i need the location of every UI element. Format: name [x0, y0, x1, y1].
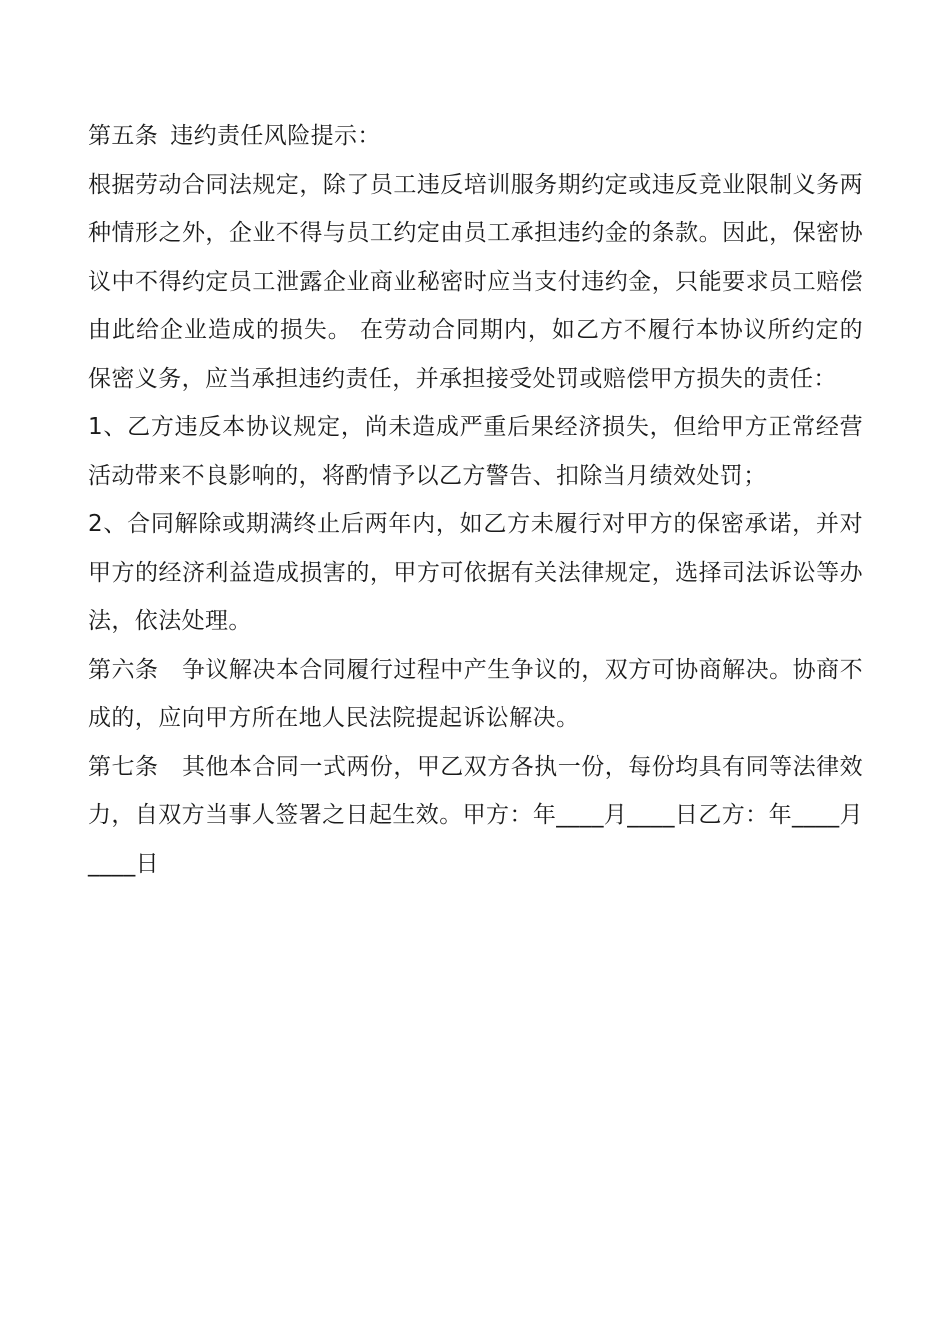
- article5-heading: [88, 112, 863, 161]
- article7-paragraph: 第七条 其他本合同一式两份，甲乙双方各执一份，每份均具有同等法律效力，自双方当事人签署之日起生效。甲方：年____月____日乙方：年____月____日: [88, 753, 863, 877]
- article5-title: 违约责任风险提示：: [170, 123, 381, 149]
- article5-intro-paragraph: 根据劳动合同法规定，除了员工违反培训服务期约定或违反竞业限制义务两种情形之外，企业不得与员工约定由员工承担违约金的条款。因此，保密协议中不得约定员工泄露企业商业秘密时应当支付违约金，只能要求员工赔偿由此给企业造成的损失。 在劳动合同期内，如乙方不履行本协议所约定的保密义务，应当承担违约责任，并承担接受处罚或赔偿甲方损失的责任：: [88, 171, 863, 392]
- article5-item-1: 1、乙方违反本协议规定，尚未造成严重后果经济损失，但给甲方正常经营活动带来不良影响的，将酌情予以乙方警告、扣除当月绩效处罚；: [88, 414, 863, 489]
- article6-paragraph: 第六条 争议解决本合同履行过程中产生争议的，双方可协商解决。协商不成的，应向甲方所在地人民法院提起诉讼解决。: [88, 656, 863, 731]
- article5-item-2: 2、合同解除或期满终止后两年内，如乙方未履行对甲方的保密承诺，并对甲方的经济利益造成损害的，甲方可依据有关法律规定，选择司法诉讼等办法，依法处理。: [88, 511, 863, 634]
- document-page: [88, 112, 863, 888]
- article5-number: 第五条: [88, 123, 159, 149]
